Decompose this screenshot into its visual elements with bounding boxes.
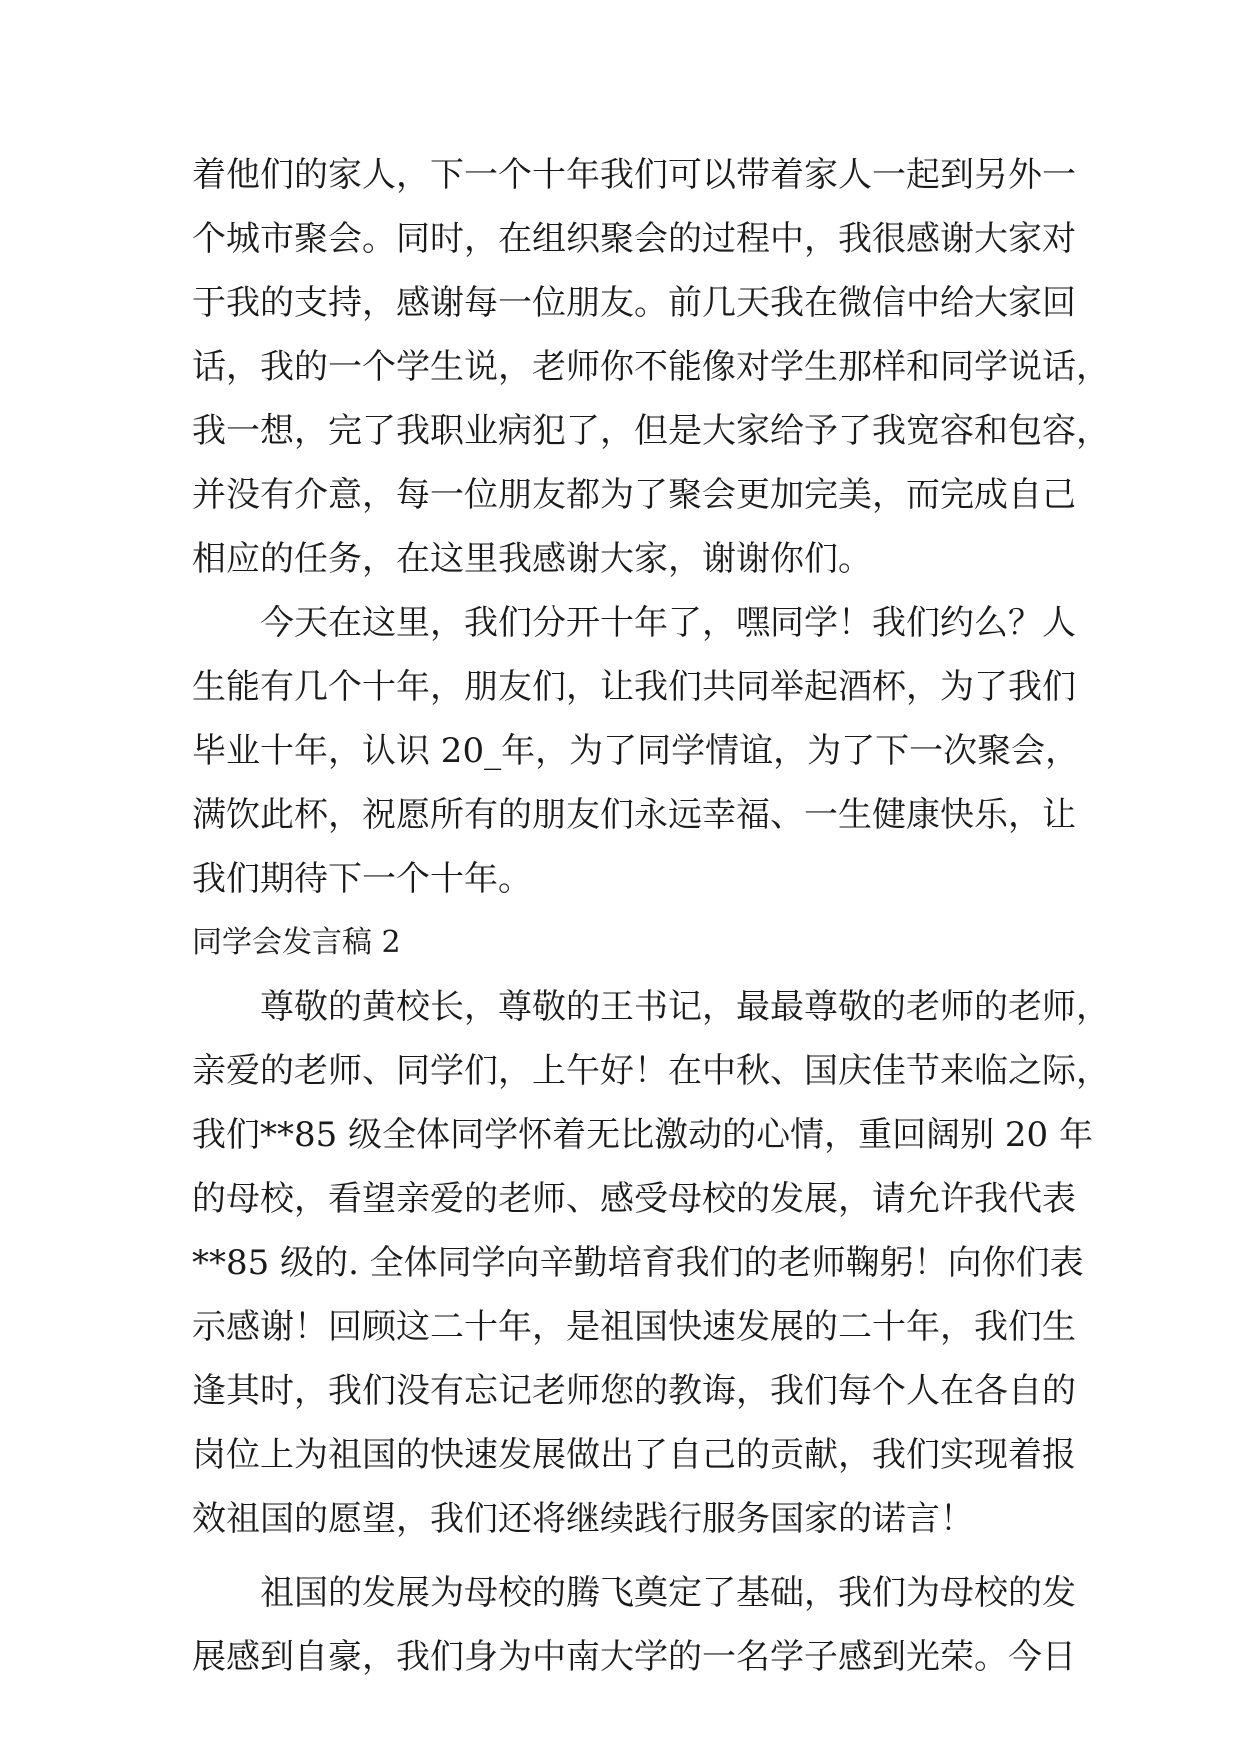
text-line: 尊敬的黄校长，尊敬的王书记，最最尊敬的老师的老师， xyxy=(260,987,1110,1027)
text-line: 毕业十年，认识 20_年，为了同学情谊，为了下一次聚会， xyxy=(192,731,1080,771)
paragraph-1 xyxy=(192,143,1110,591)
text-line: 祖国的发展为母校的腾飞奠定了基础，我们为母校的发 xyxy=(260,1573,1076,1613)
text-line: 逢其时，我们没有忘记老师您的教诲，我们每个人在各自的 xyxy=(192,1371,1076,1411)
text-line: 相应的任务，在这里我感谢大家，谢谢你们。 xyxy=(192,539,872,579)
text-line: **85 级的. 全体同学向辛勤培育我们的老师鞠躬！向你们表 xyxy=(192,1243,1084,1283)
text-line: 我一想，完了我职业病犯了，但是大家给予了我宽容和包容， xyxy=(192,411,1110,451)
paragraph-3 xyxy=(192,975,1110,1551)
text-line: 展感到自豪，我们身为中南大学的一名学子感到光荣。今日 xyxy=(192,1637,1076,1677)
text-line: 满饮此杯，祝愿所有的朋友们永远幸福、一生健康快乐，让 xyxy=(192,795,1076,835)
paragraph-spacer xyxy=(192,1551,1052,1561)
text-line: 的母校，看望亲爱的老师、感受母校的发展，请允许我代表 xyxy=(192,1179,1076,1219)
text-line: 并没有介意，每一位朋友都为了聚会更加完美，而完成自己 xyxy=(192,475,1076,515)
text-line: 亲爱的老师、同学们，上午好！在中秋、国庆佳节来临之际， xyxy=(192,1051,1110,1091)
paragraph-4 xyxy=(192,1561,1076,1689)
text-line: 我们期待下一个十年。 xyxy=(192,859,532,899)
document-body xyxy=(192,143,1110,1689)
text-line: 话，我的一个学生说，老师你不能像对学生那样和同学说话， xyxy=(192,347,1110,387)
text-line: 个城市聚会。同时，在组织聚会的过程中，我很感谢大家对 xyxy=(192,219,1076,259)
paragraph-2 xyxy=(192,591,1080,911)
text-line: 我们**85 级全体同学怀着无比激动的心情，重回阔别 20 年 xyxy=(192,1115,1093,1155)
text-line: 着他们的家人，下一个十年我们可以带着家人一起到另外一 xyxy=(192,155,1076,195)
text-line: 示感谢！回顾这二十年，是祖国快速发展的二十年，我们生 xyxy=(192,1307,1076,1347)
text-line: 于我的支持，感谢每一位朋友。前几天我在微信中给大家回 xyxy=(192,283,1076,323)
text-line: 效祖国的愿望，我们还将继续践行服务国家的诺言！ xyxy=(192,1499,974,1539)
text-line: 生能有几个十年，朋友们，让我们共同举起酒杯，为了我们 xyxy=(192,667,1076,707)
text-line: 岗位上为祖国的快速发展做出了自己的贡献，我们实现着报 xyxy=(192,1435,1076,1475)
section-heading: 同学会发言稿 2 xyxy=(192,925,401,960)
text-line: 今天在这里，我们分开十年了，嘿同学！我们约么？人 xyxy=(260,603,1076,643)
